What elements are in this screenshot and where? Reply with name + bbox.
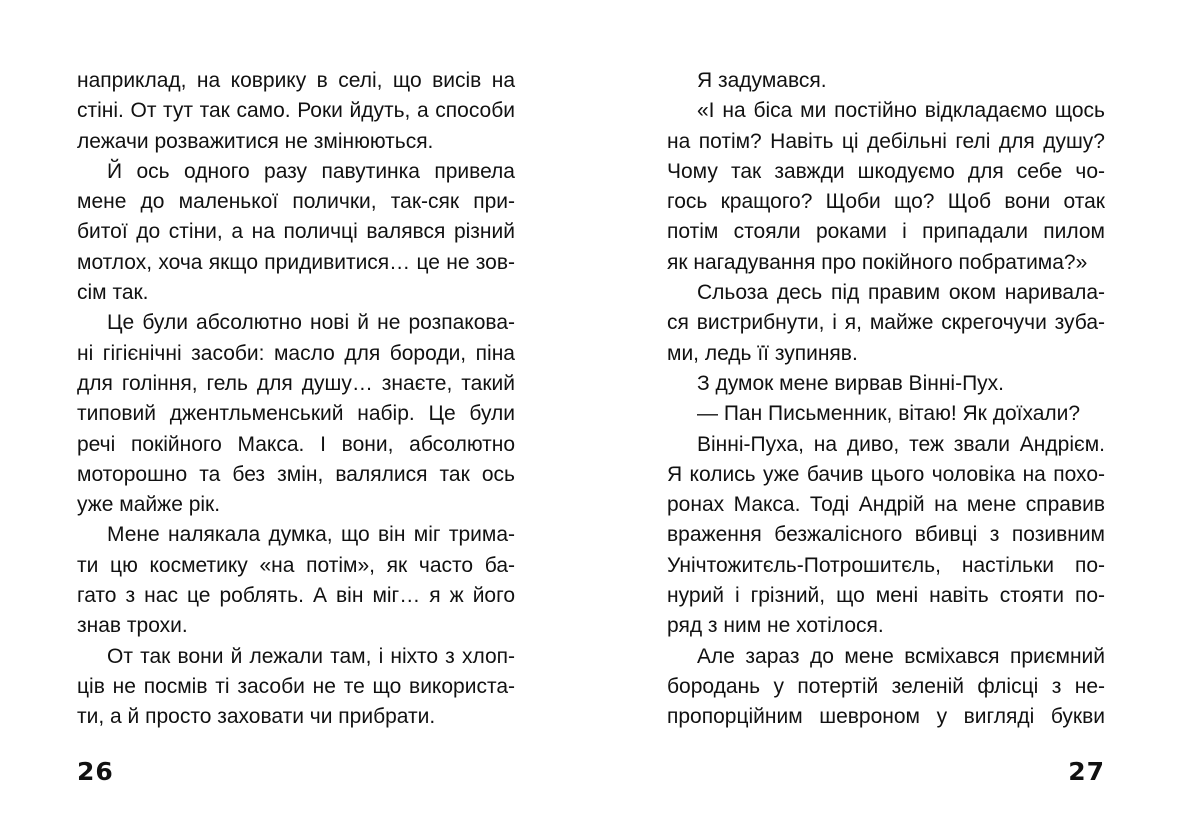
text-line: Це були абсолютно нові й не розпакова- [107, 311, 515, 335]
text-line: як нагадування про покійного побратима?» [667, 250, 1088, 274]
text-line: ми, ледь її зупиняв. [667, 341, 858, 365]
text-line: ти, а й просто заховати чи прибрати. [77, 705, 436, 729]
text-line: От так вони й лежали там, і ніхто з хлоп- [107, 644, 515, 668]
text-line: моторошно та без змін, валялися так ось [77, 462, 515, 486]
text-line: ти цю косметику «на потім», як часто ба- [77, 553, 515, 577]
text-line: знав трохи. [77, 614, 188, 638]
text-line: типовий джентльменський набір. Це були [77, 402, 515, 426]
text-line: ряд з ним не хотілося. [667, 614, 884, 638]
text-line: — Пан Письменник, вітаю! Як доїхали? [697, 402, 1081, 426]
text-line: Сльоза десь під правим оком наривала- [697, 281, 1105, 305]
text-line: бородань у потертій зеленій флісці з не- [667, 674, 1105, 698]
text-line: Й ось одного разу павутинка привела [107, 159, 515, 183]
text-line: лежачи розважитися не змінюються. [77, 129, 434, 153]
text-line: мотлох, хоча якщо придивитися… це не зов- [77, 250, 515, 274]
text-line: битої до стіни, а на поличці валявся різний [77, 220, 515, 244]
text-line: наприклад, на коврику в селі, що висів на [77, 69, 515, 92]
text-line: Вінні-Пуха, на диво, теж звали Андрієм. [697, 432, 1105, 456]
page-number-left: 26 [77, 757, 114, 786]
text-line: мене до маленької полички, так-сяк при- [77, 190, 515, 214]
text-line: ців не посмів ті засоби не те що використа- [77, 674, 515, 698]
text-line: Чому так завжди шкодуємо для себе чо- [667, 159, 1105, 183]
text-line: Мене налякала думка, що він міг трима- [107, 523, 515, 547]
text-line: потім стояли роками і припадали пилом [667, 220, 1105, 244]
text-line: речі покійного Макса. І вони, абсолютно [77, 432, 515, 456]
text-line: нурий і грізний, що мені навіть стояти по- [667, 584, 1105, 608]
text-line: стіні. От тут так само. Роки йдуть, а способи [77, 99, 515, 123]
text-line: Унічтожитєль-Потрошитєль, настільки по- [667, 553, 1105, 577]
text-line: ронах Макса. Тоді Андрій на мене справив [667, 493, 1105, 517]
text-line: Я задумався. [697, 69, 827, 92]
text-line: Але зараз до мене всміхався приємний [697, 644, 1105, 668]
text-line: уже майже рік. [77, 493, 221, 517]
text-line: для гоління, гель для душу… знаєте, такий [77, 371, 515, 395]
page-number-right: 27 [1068, 757, 1105, 786]
text-line: ні гігієнічні засоби: масло для бороди, піна [77, 341, 515, 365]
text-line: враження безжалісного вбивці з позивним [667, 523, 1105, 547]
text-line: гось кращого? Щоби що? Щоб вони отак [667, 190, 1105, 214]
text-line: гато з нас це роблять. А він міг… я ж його [77, 584, 515, 608]
left-page-text [77, 66, 515, 733]
text-line: З думок мене вирвав Вінні-Пух. [697, 371, 1005, 395]
text-line: «І на біса ми постійно відкладаємо щось [697, 99, 1105, 123]
text-line: на потім? Навіть ці дебільні гелі для душу? [667, 129, 1105, 153]
text-line: сім так. [77, 281, 149, 305]
text-line: пропорційним шевроном у вигляді букви [667, 705, 1105, 729]
text-line: ся вистрибнути, і я, майже скрегочучи зуба- [667, 311, 1105, 335]
text-line: Я колись уже бачив цього чоловіка на похо- [667, 462, 1105, 486]
right-page-text [667, 66, 1105, 733]
